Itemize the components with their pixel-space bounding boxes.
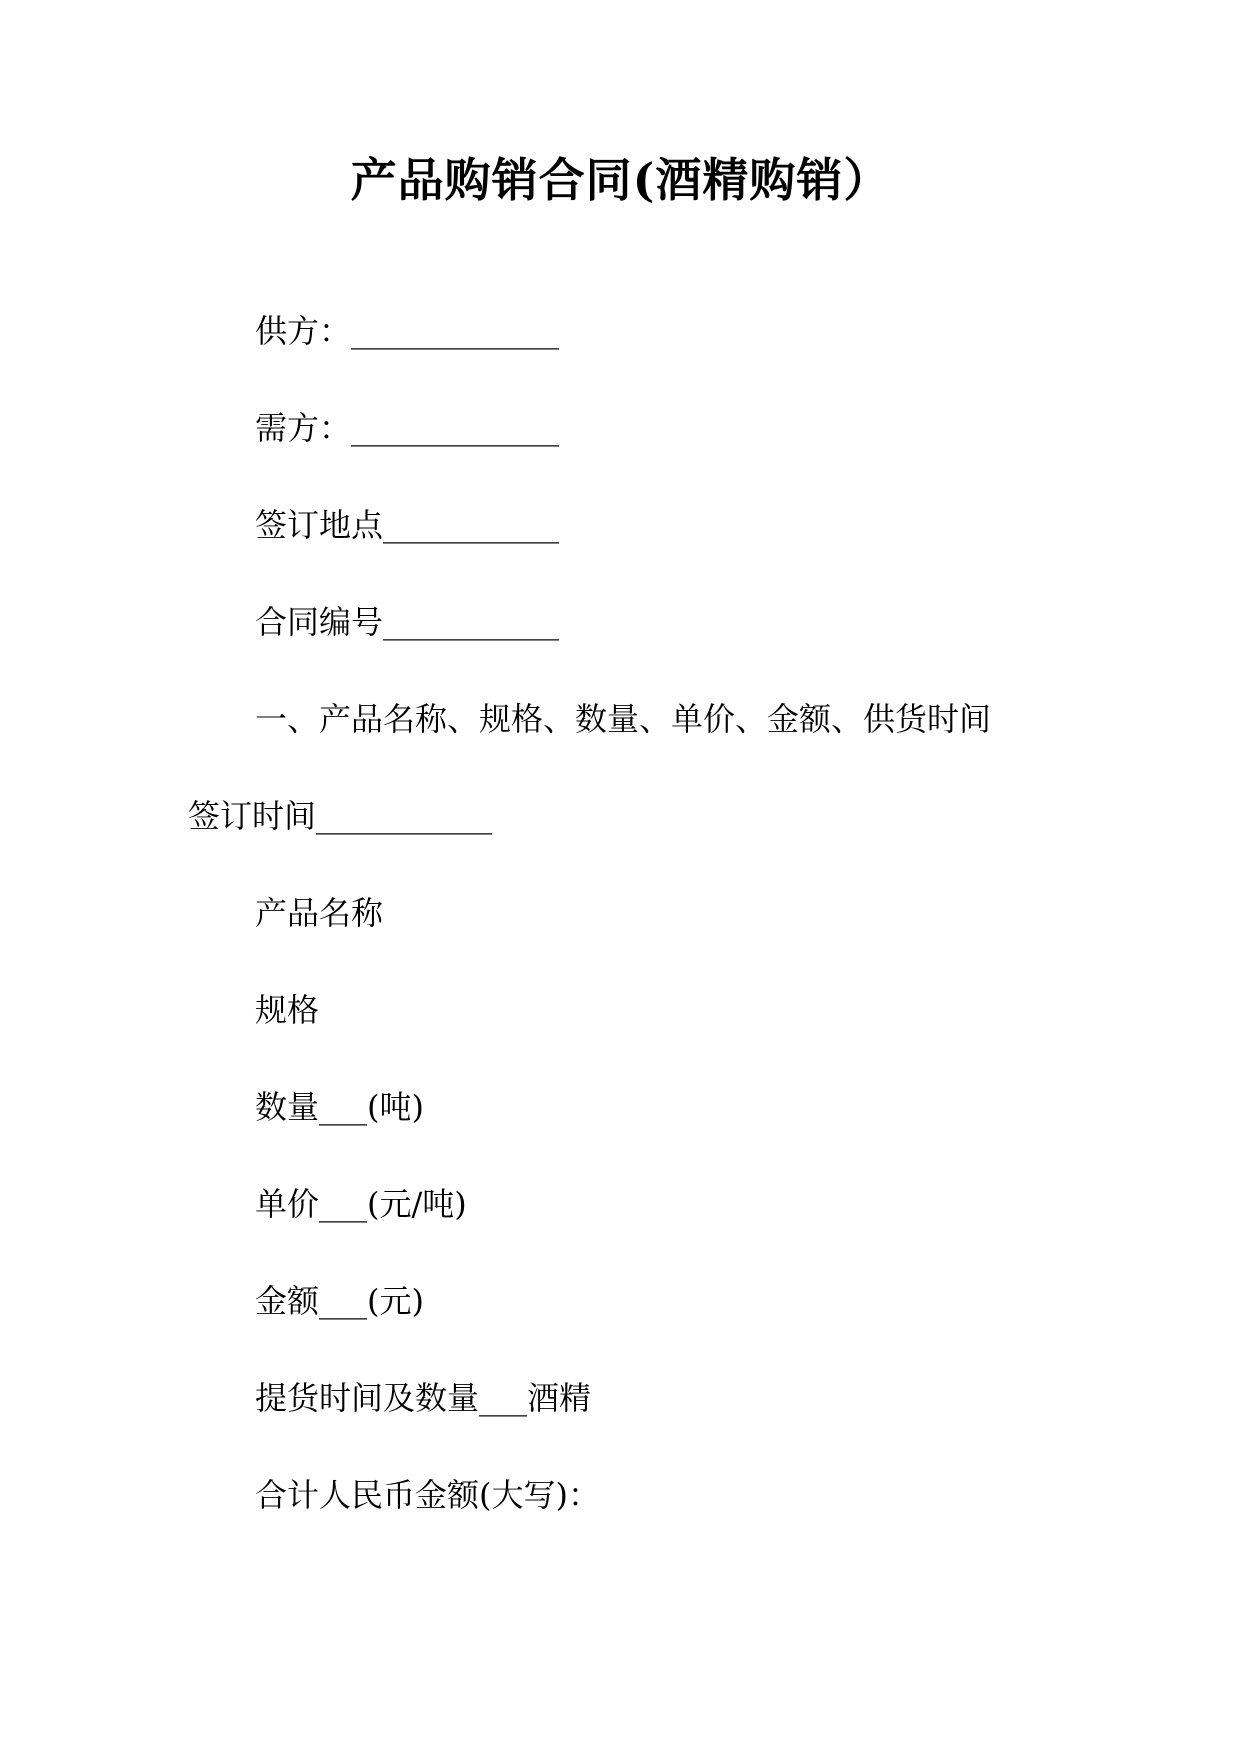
contract-number-line: 合同编号___________ — [255, 603, 560, 641]
product-name-line: 产品名称 — [255, 894, 384, 932]
document-title: 产品购销合同(酒精购销） — [350, 153, 891, 207]
unit-price-line: 单价___(元/吨) — [255, 1185, 467, 1223]
section-one-heading: 一、产品名称、规格、数量、单价、金额、供货时间 — [255, 700, 992, 738]
buyer-line: 需方：_____________ — [255, 409, 560, 447]
signing-place-line: 签订地点___________ — [255, 506, 560, 544]
delivery-time-line: 提货时间及数量___酒精 — [255, 1379, 592, 1417]
amount-line: 金额___(元) — [255, 1282, 424, 1320]
supplier-line: 供方：_____________ — [255, 312, 560, 350]
signing-time-line: 签订时间___________ — [188, 797, 493, 835]
specification-line: 规格 — [255, 991, 320, 1029]
total-amount-line: 合计人民币金额(大写)： — [255, 1476, 600, 1514]
quantity-line: 数量___(吨) — [255, 1088, 424, 1126]
